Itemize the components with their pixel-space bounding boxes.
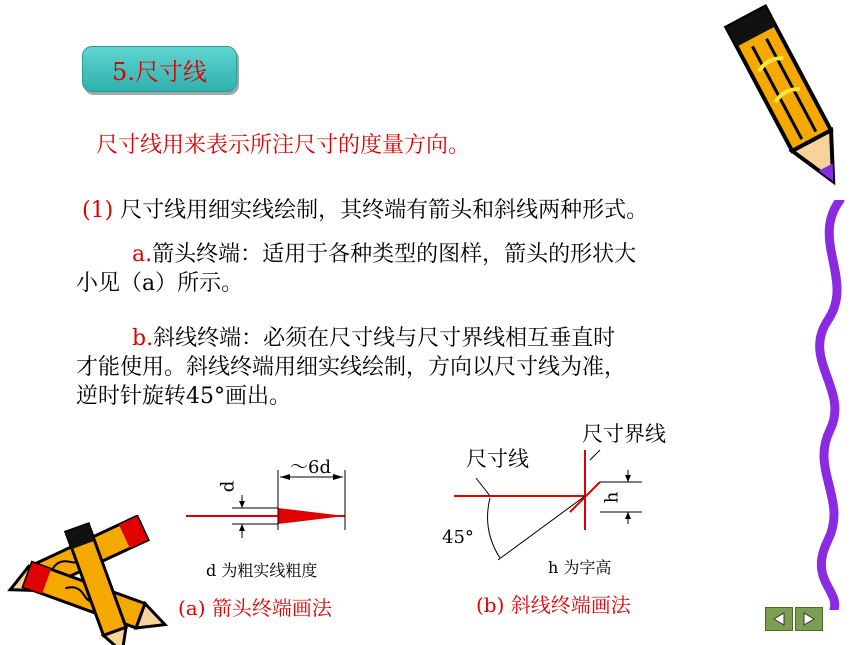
triangle-left-icon <box>771 612 787 626</box>
item-b-line3: 逆时针旋转45°画出。 <box>76 384 291 409</box>
section-title <box>82 46 237 92</box>
intro-text: 尺寸线用来表示所注尺寸的度量方向。 <box>96 133 471 158</box>
pencil-icon <box>720 0 860 200</box>
next-slide-button[interactable] <box>795 607 823 631</box>
item-b-line2: 才能使用。斜线终端用细实线绘制，方向以尺寸线为准， <box>76 355 627 380</box>
figure-b-dim-line-label: 尺寸线 <box>466 447 529 471</box>
item-b-text: 斜线终端：必须在尺寸线与尺寸界线相互垂直时 <box>153 326 616 351</box>
item-b-line1 <box>132 325 615 353</box>
figure-b-caption: (b) 斜线终端画法 <box>476 593 631 617</box>
item-a-line2: 小见（a）所示。 <box>76 271 244 296</box>
slide-navigation <box>765 607 823 631</box>
item-1 <box>82 197 648 225</box>
item-a-label: a. <box>132 242 153 267</box>
item-1-text: 尺寸线用细实线绘制，其终端有箭头和斜线两种形式。 <box>120 198 649 223</box>
section-title-text: 5.尺寸线 <box>112 57 207 86</box>
pencils-icon <box>0 515 190 645</box>
previous-slide-button[interactable] <box>765 607 793 631</box>
wavy-line-decoration <box>800 200 860 610</box>
figure-b-ext-line-label: 尺寸界线 <box>582 422 666 446</box>
item-b-label: b. <box>132 326 154 351</box>
item-a-text: 箭头终端：适用于各种类型的图样，箭头的形状大 <box>152 242 637 267</box>
figure-a-length-label: ～6d <box>290 457 331 478</box>
figure-b-h-label: h <box>601 491 623 504</box>
item-a-line1 <box>132 241 636 269</box>
figure-a-d-label: d <box>217 480 239 493</box>
figure-a-diagram <box>180 450 370 550</box>
figure-a-caption: (a) 箭头终端画法 <box>178 596 332 620</box>
figure-b-note: h 为字高 <box>548 558 612 577</box>
figure-b-angle-label: 45° <box>442 527 474 548</box>
item-1-number: (1) <box>82 198 114 223</box>
figure-a-note: d 为粗实线粗度 <box>206 561 318 580</box>
triangle-right-icon <box>801 612 817 626</box>
